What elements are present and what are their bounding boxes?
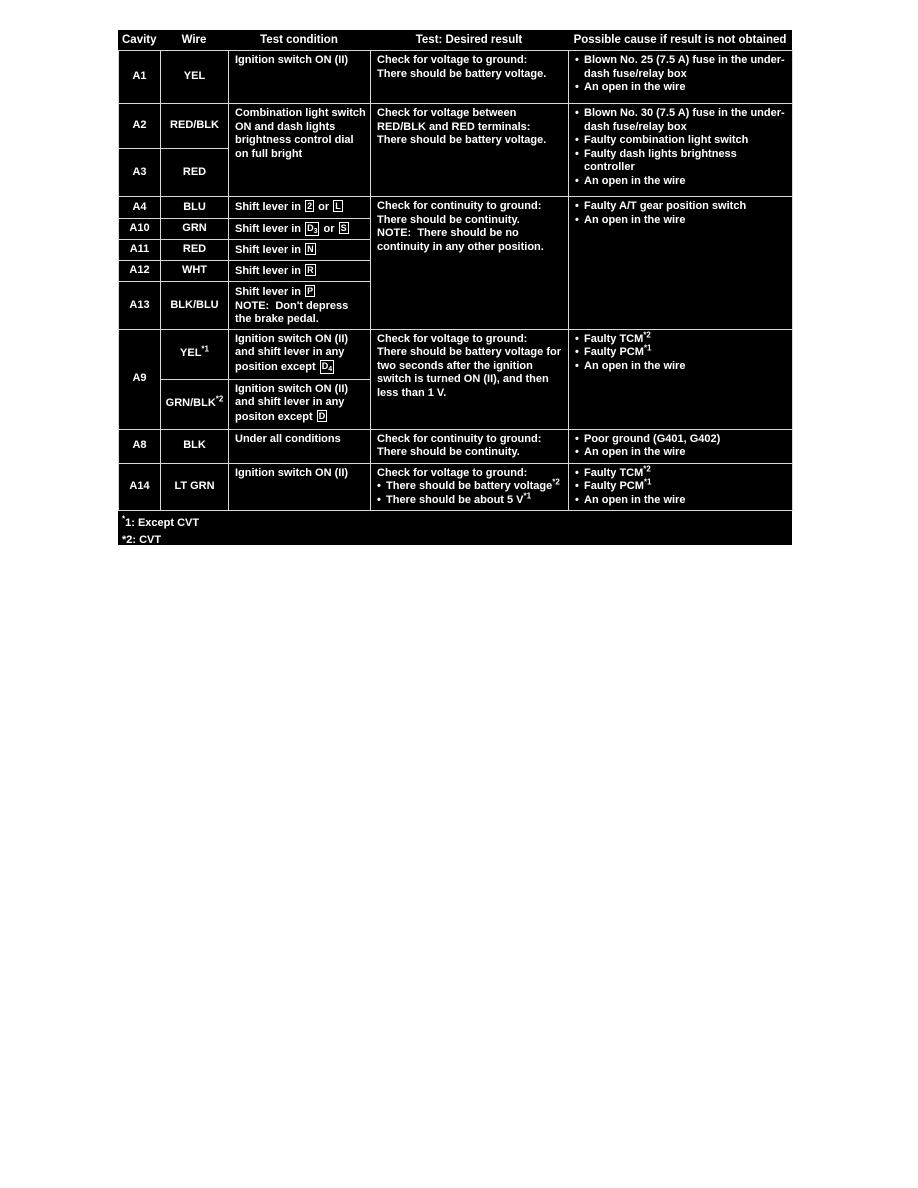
bullet-marker: • <box>575 446 579 458</box>
gear-position-box: N <box>307 244 314 254</box>
cavity-cell-a14: A14 <box>119 463 161 510</box>
wire-cell-a11: RED <box>161 240 229 261</box>
footnote-marker: *1 <box>643 343 652 353</box>
footnote-cvt: *2: CVT <box>122 533 162 546</box>
footnote-marker: *1 <box>201 344 209 354</box>
footnote-marker: *2 <box>643 463 651 473</box>
footnote-marker: *1 <box>523 490 532 500</box>
gear-position-box: P <box>307 286 314 296</box>
wire-cell-a9-grnblk: GRN/BLK$^{*2}$ <box>161 379 229 429</box>
possible-cause-a14: • Faulty TCM$^{*2}$ • Faulty PCM$^{*1}$ • An open in the wire <box>569 463 793 510</box>
desired-result-a1: Check for voltage to ground: There should be battery voltage. <box>371 51 569 104</box>
footnote-marker: *2 <box>643 329 651 339</box>
bullet-marker: • <box>377 493 381 506</box>
gear-position-box: $D_4$ <box>321 360 333 373</box>
table-header-row <box>118 30 792 50</box>
desired-result-a14: Check for voltage to ground: • There should be battery voltage$^{*2}$ • There should be about 5 $V^{*1}$ <box>371 463 569 510</box>
header-cavity: Cavity <box>122 34 157 46</box>
test-condition-a10: Shift lever in $D_3$ or S <box>229 219 371 240</box>
cavity-cell-a2: A2 <box>119 104 161 149</box>
wire-cell-a2: RED/BLK <box>161 104 229 149</box>
bullet-marker: • <box>575 466 579 479</box>
wire-cell-a13: BLK/BLU <box>161 282 229 330</box>
header-desired-result: Test: Desired result <box>415 34 523 46</box>
table-row-a9-yel <box>119 329 793 379</box>
gear-position-box: $D_3$ <box>307 223 318 235</box>
bullet-marker: • <box>575 332 579 345</box>
test-condition-a12: Shift lever in R <box>229 261 371 282</box>
bullet-marker: • <box>575 359 579 372</box>
test-condition-a8: Under all conditions <box>229 429 371 463</box>
test-condition-a2-a3: Combination light switch ON and dash lights brightness control dial on full bright <box>229 104 371 197</box>
test-condition-a13: Shift lever in P NOTE: Don't depress the brake pedal. <box>229 282 371 330</box>
table-row-a4 <box>119 197 793 219</box>
gear-position-box: L <box>335 201 341 211</box>
desired-result-a8: Check for continuity to ground: There should be continuity. <box>371 429 569 463</box>
table-footnotes <box>118 511 792 549</box>
table-row-a8 <box>119 429 793 463</box>
bullet-marker: • <box>575 480 579 492</box>
cavity-cell-a13: A13 <box>119 282 161 330</box>
wire-cell-a4: BLU <box>161 197 229 219</box>
gear-position-box: D <box>318 410 326 421</box>
footnote-except-cvt: *1: Except CVT <box>122 513 200 529</box>
desired-result-shift-group: Check for continuity to ground: There should be continuity. NOTE: There should be no continuity in any other position. <box>371 197 569 330</box>
desired-result-a9: Check for voltage to ground: There should be battery voltage for two seconds after the ignition switch is turned ON (II), and then less than 1 V. <box>371 329 569 429</box>
bullet-marker: • <box>575 54 579 66</box>
cavity-cell-a12: A12 <box>119 261 161 282</box>
test-condition-a1: Ignition switch ON (II) <box>229 51 371 104</box>
possible-cause-shift-group: • Faulty A/T gear position switch • An open in the wire <box>569 197 793 330</box>
test-condition-a4: Shift lever in 2 or L <box>229 197 371 219</box>
possible-cause-a2-a3: • Blown No. 30 (7.5 A) fuse in the under-dash fuse/relay box • Faulty combination light switch • Faulty dash lights brightness controller • An open in the wire <box>569 104 793 197</box>
diagnostic-table-panel <box>118 30 792 545</box>
gear-position-box: S <box>340 223 347 233</box>
gear-position-box: R <box>307 265 314 275</box>
test-condition-a9-yel: Ignition switch ON (II) and shift lever in any position except $D_4$ <box>229 329 371 379</box>
table-row-a14 <box>119 463 793 510</box>
bullet-marker: • <box>377 480 381 492</box>
gear-position-box: 2 <box>307 201 313 211</box>
test-condition-a14: Ignition switch ON (II) <box>229 463 371 510</box>
bullet-marker: • <box>575 107 579 119</box>
footnote-marker: *1 <box>643 477 652 487</box>
bullet-marker: • <box>575 493 579 506</box>
cavity-cell-a8: A8 <box>119 429 161 463</box>
wire-cell-a12: WHT <box>161 261 229 282</box>
wire-cell-a14: LT GRN <box>161 463 229 510</box>
bullet-marker: • <box>575 200 579 212</box>
cavity-cell-a9: A9 <box>119 329 161 429</box>
cavity-cell-a11: A11 <box>119 240 161 261</box>
bullet-marker: • <box>575 81 579 93</box>
footnote-marker: *2 <box>215 394 224 404</box>
cavity-cell-a1: A1 <box>119 51 161 104</box>
footnote-marker: * <box>122 513 126 523</box>
diagnostic-table <box>118 50 793 511</box>
wire-cell-a10: GRN <box>161 219 229 240</box>
possible-cause-a8: • Poor ground (G401, G402) • An open in the wire <box>569 429 793 463</box>
wire-cell-a8: BLK <box>161 429 229 463</box>
header-possible-cause: Possible cause if result is not obtained <box>573 34 787 46</box>
bullet-marker: • <box>575 147 579 160</box>
possible-cause-a9: • Faulty TCM$^{*2}$ • Faulty PCM$^{*1}$ • An open in the wire <box>569 329 793 429</box>
test-condition-a11: Shift lever in N <box>229 240 371 261</box>
wire-cell-a3: RED <box>161 149 229 197</box>
wire-cell-a1: YEL <box>161 51 229 104</box>
bullet-marker: • <box>575 134 579 146</box>
test-condition-a9-grnblk: Ignition switch ON (II) and shift lever in any positon except D <box>229 379 371 429</box>
wire-cell-a9-yel: YEL$^{*1}$ <box>161 329 229 379</box>
bullet-marker: • <box>575 346 579 358</box>
bullet-marker: • <box>575 432 579 445</box>
header-test-condition: Test condition <box>260 34 338 46</box>
table-row-a2 <box>119 104 793 149</box>
cavity-cell-a4: A4 <box>119 197 161 219</box>
bullet-marker: • <box>575 213 579 226</box>
desired-result-a2-a3: Check for voltage between RED/BLK and RED terminals: There should be battery voltage. <box>371 104 569 197</box>
footnote-marker: *2 <box>552 477 560 487</box>
cavity-cell-a3: A3 <box>119 149 161 197</box>
header-wire: Wire <box>181 34 207 46</box>
table-row-a1 <box>119 51 793 104</box>
cavity-cell-a10: A10 <box>119 219 161 240</box>
bullet-marker: • <box>575 174 579 187</box>
possible-cause-a1: • Blown No. 25 (7.5 A) fuse in the under-dash fuse/relay box • An open in the wire <box>569 51 793 104</box>
